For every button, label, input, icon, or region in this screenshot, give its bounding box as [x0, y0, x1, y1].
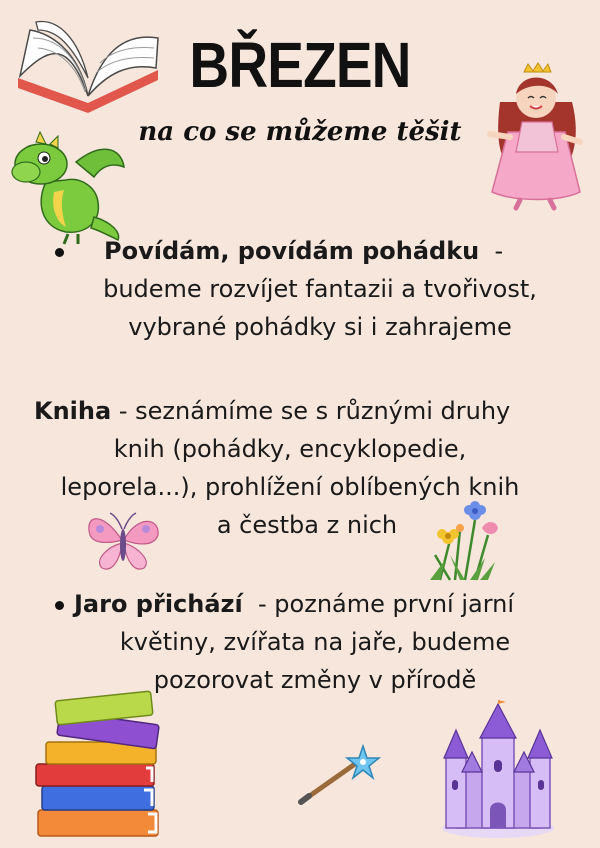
section-line: budeme rozvíjet fantazii a tvořivost, [103, 275, 537, 303]
section-separator: - poznáme první jarní [258, 590, 515, 618]
section-line: leporela...), prohlížení oblíbených knih [60, 473, 520, 501]
section-storytelling [50, 232, 590, 346]
section-line: květiny, zvířata na jaře, budeme [119, 628, 511, 656]
page-title: BŘEZEN [189, 29, 411, 101]
book-stack-icon [28, 690, 168, 845]
section-heading: Povídám, povídám pohádku [104, 237, 480, 265]
section-line: vybrané pohádky si i zahrajeme [128, 313, 512, 341]
section-heading: Kniha [34, 397, 112, 425]
section-separator: - [494, 237, 504, 265]
section-line: pozorovat změny v přírodě [153, 666, 477, 694]
castle-icon [438, 700, 558, 840]
section-heading: Jaro přichází [74, 590, 243, 618]
bullet-dot [55, 601, 64, 610]
page-subtitle: na co se můžeme těšit [138, 117, 462, 147]
flowers-icon [420, 500, 510, 582]
section-separator: - seznámíme se s různými druhy [118, 397, 511, 425]
magic-wand-icon [295, 740, 385, 810]
section-spring [55, 585, 575, 699]
bullet-dot [55, 248, 64, 257]
butterfly-icon [82, 505, 164, 575]
section-line: a čestba z nich [216, 511, 398, 539]
section-line: knih (pohádky, encyklopedie, [113, 435, 467, 463]
